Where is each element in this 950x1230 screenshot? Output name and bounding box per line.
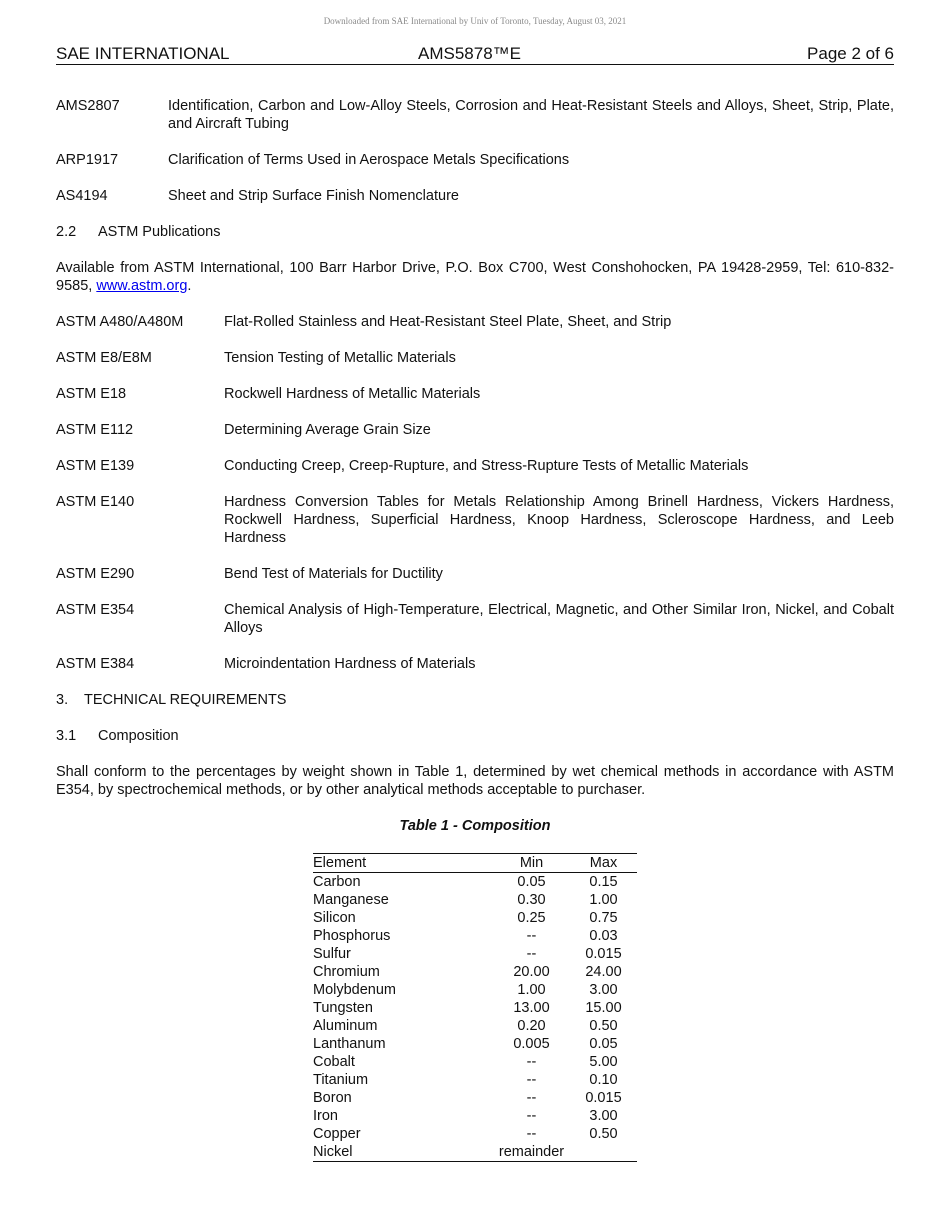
element-cell: Tungsten — [313, 1000, 373, 1016]
download-note: Downloaded from SAE International by Univ of Toronto, Tuesday, August 03, 2021 — [323, 16, 627, 26]
page-header — [56, 44, 894, 65]
reference-code: ASTM E139 — [56, 458, 135, 474]
element-cell: Nickel — [313, 1144, 353, 1160]
section-2-2-heading — [56, 223, 894, 241]
section-title: Composition — [98, 728, 179, 744]
composition-table — [313, 853, 637, 1162]
element-cell: Sulfur — [313, 946, 351, 962]
max-cell: 3.00 — [589, 982, 618, 998]
min-cell: 0.30 — [517, 892, 546, 908]
min-cell: 0.005 — [513, 1036, 550, 1052]
column-header-max: Max — [570, 854, 637, 873]
min-cell: -- — [526, 1090, 537, 1106]
astm-website-link[interactable]: www.astm.org — [96, 278, 188, 294]
max-cell — [570, 1143, 637, 1162]
reference-title: Clarification of Terms Used in Aerospace Metals Specifications — [168, 152, 570, 168]
header-organization: SAE INTERNATIONAL — [56, 44, 230, 63]
reference-item — [56, 151, 894, 169]
element-cell: Phosphorus — [313, 928, 391, 944]
section-3-1-heading — [56, 727, 894, 745]
reference-item — [56, 97, 894, 133]
table-row — [313, 927, 637, 945]
min-cell: 0.20 — [517, 1018, 546, 1034]
reference-item — [56, 385, 894, 403]
reference-title: Flat-Rolled Stainless and Heat-Resistant Steel Plate, Sheet, and Strip — [224, 314, 672, 330]
reference-code: ASTM E8/E8M — [56, 350, 152, 366]
element-cell: Lanthanum — [313, 1036, 386, 1052]
min-cell: 20.00 — [513, 964, 550, 980]
table-row — [313, 963, 637, 981]
reference-item — [56, 457, 894, 475]
availability-text: Available from ASTM International, 100 Barr Harbor Drive, P.O. Box C700, West Conshohocken, PA 19428-2959, Tel: 610-832-9585, — [56, 260, 894, 294]
element-cell: Iron — [313, 1108, 338, 1124]
reference-code: ARP1917 — [56, 152, 119, 168]
reference-title: Hardness Conversion Tables for Metals Relationship Among Brinell Hardness, Vickers Hardness, Rockwell Hardness, Superficial Hardness, Knoop Hardness, Scleroscope Hardness, and Leeb Hardness — [224, 494, 894, 546]
max-cell: 0.05 — [589, 1036, 618, 1052]
header-page-number: Page 2 of 6 — [807, 44, 894, 63]
element-cell: Boron — [313, 1090, 352, 1106]
table-caption: Table 1 - Composition — [399, 818, 551, 834]
table-row — [313, 1035, 637, 1053]
reference-title: Chemical Analysis of High-Temperature, Electrical, Magnetic, and Other Similar Iron, Nickel, and Cobalt Alloys — [224, 602, 894, 636]
table-row — [313, 1017, 637, 1035]
reference-title: Identification, Carbon and Low-Alloy Steels, Corrosion and Heat-Resistant Steels and Alloys, Sheet, Strip, Plate, and Aircraft Tubing — [168, 98, 894, 132]
min-cell: -- — [526, 1108, 537, 1124]
max-cell: 0.015 — [585, 946, 622, 962]
reference-title: Sheet and Strip Surface Finish Nomenclature — [168, 188, 459, 204]
min-cell: 13.00 — [513, 1000, 550, 1016]
reference-title: Microindentation Hardness of Materials — [224, 656, 476, 672]
table-row — [313, 945, 637, 963]
reference-title: Bend Test of Materials for Ductility — [224, 566, 443, 582]
max-cell: 0.015 — [585, 1090, 622, 1106]
column-header-min: Min — [493, 854, 570, 873]
reference-code: ASTM E290 — [56, 566, 135, 582]
table-row — [313, 1107, 637, 1125]
reference-code: ASTM E112 — [56, 422, 134, 438]
reference-item — [56, 421, 894, 439]
element-cell: Carbon — [313, 874, 361, 890]
max-cell: 0.03 — [589, 928, 618, 944]
element-cell: Aluminum — [313, 1018, 378, 1034]
section-3-heading — [56, 691, 894, 709]
max-cell: 3.00 — [589, 1108, 618, 1124]
max-cell: 0.50 — [589, 1018, 618, 1034]
element-cell: Titanium — [313, 1072, 369, 1088]
max-cell: 5.00 — [589, 1054, 618, 1070]
max-cell: 0.15 — [589, 874, 618, 890]
min-cell: -- — [526, 928, 537, 944]
table-row — [313, 1143, 637, 1162]
min-cell: -- — [526, 946, 537, 962]
document-body — [56, 97, 894, 1162]
table-row — [313, 1071, 637, 1089]
reference-title: Rockwell Hardness of Metallic Materials — [224, 386, 481, 402]
reference-title: Determining Average Grain Size — [224, 422, 431, 438]
reference-item — [56, 187, 894, 205]
reference-title: Tension Testing of Metallic Materials — [224, 350, 456, 366]
element-cell: Silicon — [313, 910, 356, 926]
composition-paragraph: Shall conform to the percentages by weight shown in Table 1, determined by wet chemical methods in accordance with ASTM E354, by spectrochemical methods, or by other analytical methods acceptable to purchaser. — [56, 764, 894, 798]
min-cell: remainder — [498, 1144, 565, 1160]
header-document-id: AMS5878™E — [418, 44, 521, 63]
reference-item — [56, 565, 894, 583]
section-title: TECHNICAL REQUIREMENTS — [84, 692, 287, 708]
table-row — [313, 1089, 637, 1107]
element-cell: Copper — [313, 1126, 361, 1142]
element-cell: Chromium — [313, 964, 380, 980]
reference-item — [56, 655, 894, 673]
table-row — [313, 999, 637, 1017]
max-cell: 0.10 — [589, 1072, 618, 1088]
max-cell: 0.50 — [589, 1126, 618, 1142]
sae-reference-list — [56, 97, 894, 205]
min-cell: -- — [526, 1054, 537, 1070]
max-cell: 15.00 — [585, 1000, 622, 1016]
section-title: ASTM Publications — [98, 224, 221, 240]
section-number: 3.1 — [56, 728, 77, 744]
min-cell: 0.05 — [517, 874, 546, 890]
max-cell: 1.00 — [589, 892, 618, 908]
reference-code: ASTM E140 — [56, 494, 135, 510]
element-cell: Manganese — [313, 892, 389, 908]
reference-code: ASTM E384 — [56, 656, 135, 672]
max-cell: 0.75 — [589, 910, 618, 926]
table-header-row — [313, 854, 637, 873]
reference-code: ASTM A480/A480M — [56, 314, 184, 330]
reference-title: Conducting Creep, Creep-Rupture, and Stress-Rupture Tests of Metallic Materials — [224, 458, 749, 474]
table-row — [313, 891, 637, 909]
min-cell: -- — [526, 1126, 537, 1142]
reference-code: AMS2807 — [56, 98, 120, 114]
table-row — [313, 1053, 637, 1071]
reference-item — [56, 493, 894, 547]
element-cell: Cobalt — [313, 1054, 355, 1070]
reference-item — [56, 601, 894, 637]
element-cell: Molybdenum — [313, 982, 397, 998]
reference-item — [56, 349, 894, 367]
min-cell: -- — [526, 1072, 537, 1088]
table-row — [313, 1125, 637, 1143]
astm-availability-paragraph — [56, 259, 894, 295]
table-row — [313, 909, 637, 927]
section-number: 2.2 — [56, 224, 77, 240]
column-header-element: Element — [313, 854, 493, 873]
reference-item — [56, 313, 894, 331]
section-number: 3. — [56, 692, 69, 708]
min-cell: 0.25 — [517, 910, 546, 926]
reference-code: ASTM E18 — [56, 386, 127, 402]
astm-reference-list — [56, 313, 894, 673]
max-cell: 24.00 — [585, 964, 622, 980]
table-row — [313, 873, 637, 892]
table-row — [313, 981, 637, 999]
min-cell: 1.00 — [517, 982, 546, 998]
reference-code: AS4194 — [56, 188, 108, 204]
reference-code: ASTM E354 — [56, 602, 135, 618]
availability-end: . — [187, 278, 192, 294]
